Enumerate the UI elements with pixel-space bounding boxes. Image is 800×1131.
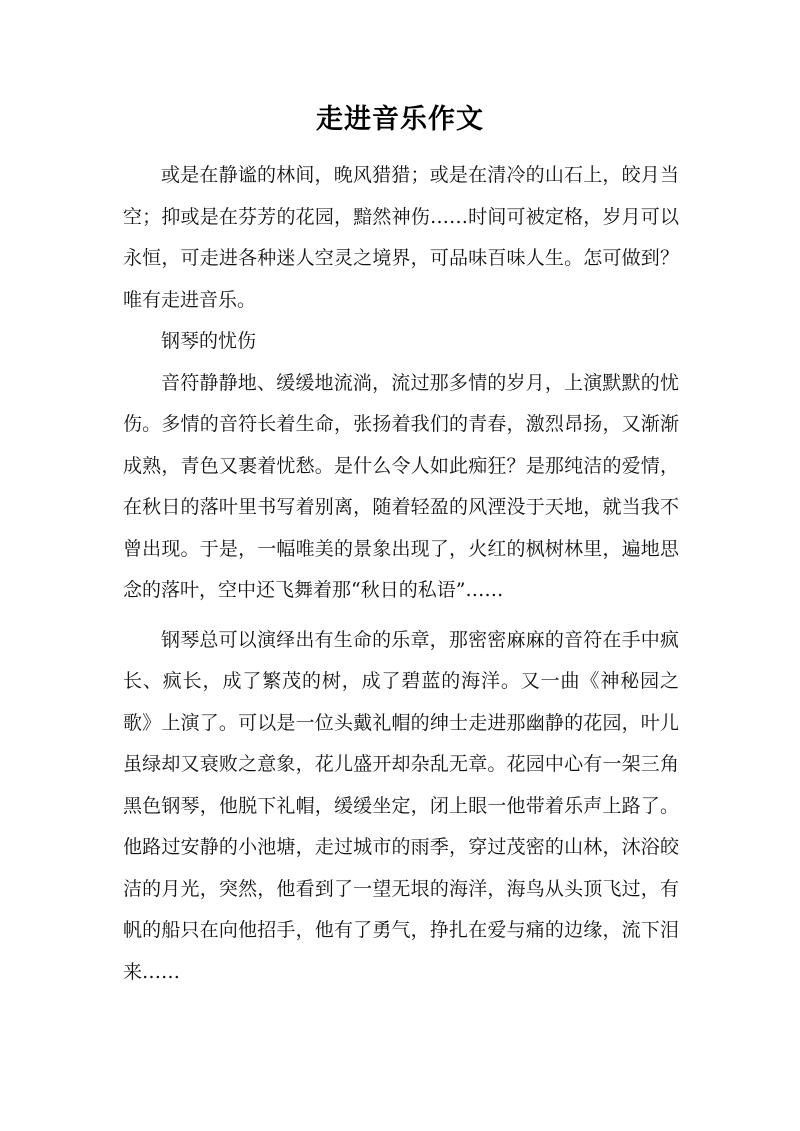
section-heading-piano-sorrow: 钢琴的忧伤 (161, 330, 257, 352)
paragraph-notes-flowing: 音符静静地、缓缓地流淌，流过那多情的岁月，上演默默的忧伤。多情的音符长着生命，张扬着我们的青春，激烈昂扬，又渐渐成熟，青色又裹着忧愁。是什么令人如此痴狂？是那纯洁的爱情，在秋日的落叶里书写着别离，随着轻盈的风湮没于天地，就当我不曾出现。于是，一幅唯美的景象出现了，火红的枫树林里，遍地思念的落叶，空中还飞舞着那“秋日的私语”…… (123, 371, 679, 601)
paragraph-intro: 或是在静谧的林间，晚风猎猎；或是在清冷的山石上，皎月当空；抑或是在芬芳的花园，黯然神伤……时间可被定格，岁月可以永恒，可走进各种迷人空灵之境界，可品味百味人生。怎可做到？唯有走进音乐。 (123, 164, 679, 311)
paragraph-piano-movement: 钢琴总可以演绎出有生命的乐章，那密密麻麻的音符在手中疯长、疯长，成了繁茂的树，成了碧蓝的海洋。又一曲《神秘园之歌》上演了。可以是一位头戴礼帽的绅士走进那幽静的花园，叶儿虽绿却又衰败之意象，花儿盛开却杂乱无章。花园中心有一架三角黑色钢琴，他脱下礼帽，缓缓坐定，闭上眼一他带着乐声上路了。他路过安静的小池塘，走过城市的雨季，穿过茂密的山林，沐浴皎洁的月光，突然，他看到了一望无垠的海洋，海鸟从头顶飞过，有帆的船只在向他招手，他有了勇气，挣扎在爱与痛的边缘，流下泪来…… (123, 628, 679, 983)
document-body (123, 155, 679, 993)
document-title: 走进音乐作文 (316, 104, 484, 135)
